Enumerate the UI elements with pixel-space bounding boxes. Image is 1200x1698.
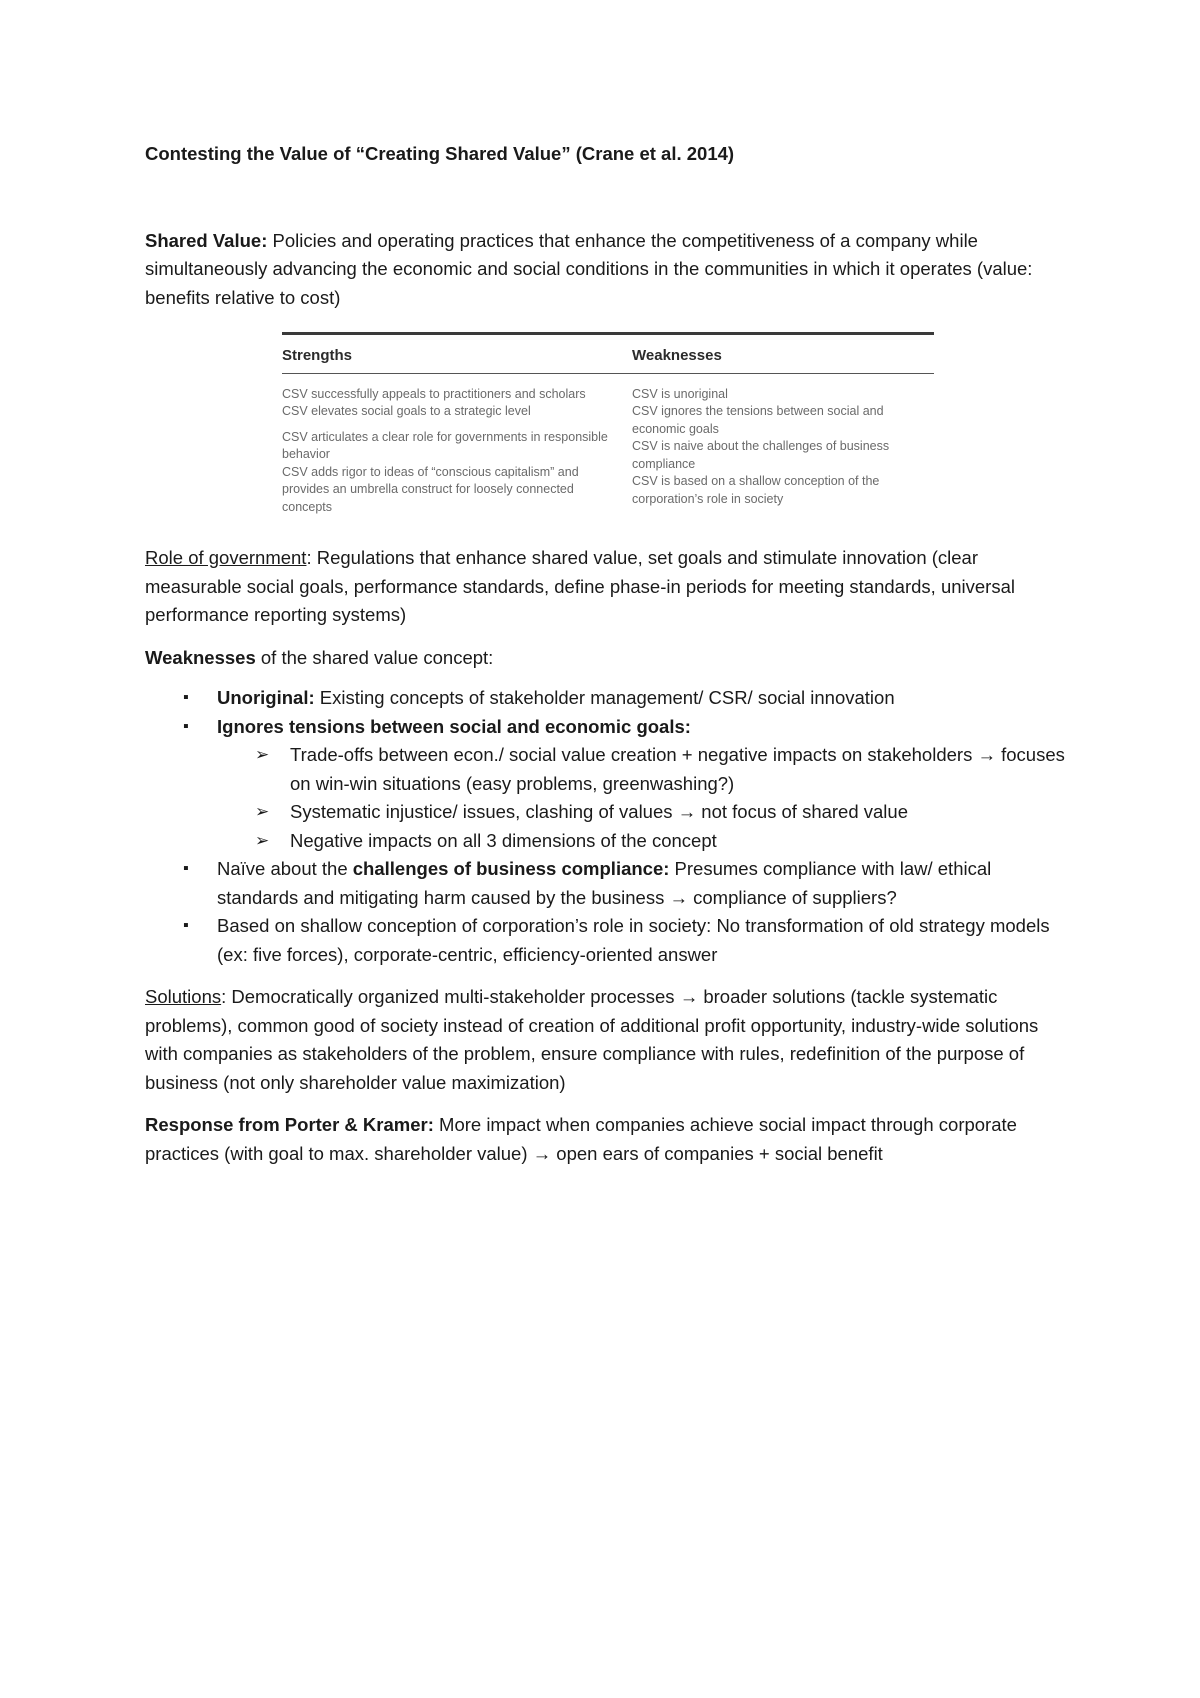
naive-prefix: Naïve about the (217, 858, 353, 879)
compliance-label: challenges of business compliance: (352, 858, 670, 879)
list-item: ▪ Based on shallow conception of corporation’s role in society: No transformation of old strategy models (ex: five forces), corporate-centric, efficiency-oriented answer (145, 912, 1075, 969)
unoriginal-label: Unoriginal: (217, 687, 315, 708)
strength-item: CSV articulates a clear role for governments in responsible behavior (282, 429, 608, 461)
weaknesses-heading-text: of the shared value concept: (255, 646, 494, 668)
sub-list-item: ➢ Systematic injustice/ issues, clashing of values → not focus of shared value (217, 798, 1075, 827)
weaknesses-column (632, 386, 934, 517)
solutions-label: Solutions (145, 986, 222, 1007)
shared-value-paragraph (145, 227, 1075, 313)
response-paragraph (145, 1111, 1075, 1168)
strength-item: CSV successfully appeals to practitioners and scholars (282, 386, 586, 401)
role-of-government-paragraph (145, 544, 1075, 630)
sub-list-item: ➢ Negative impacts on all 3 dimensions of the concept (217, 827, 1075, 856)
weaknesses-heading (145, 644, 1075, 673)
strengths-header: Strengths (282, 347, 353, 364)
weaknesses-label: Weaknesses (145, 646, 256, 668)
table-body (282, 386, 934, 517)
tensions-sublist (217, 741, 1075, 855)
strength-item: CSV elevates social goals to a strategic level (282, 404, 531, 418)
shared-value-text: Policies and operating practices that enhance the competitiveness of a company while simultaneously advancing the economic and social conditions in the communities in which it operates (value: benefits relative to cost) (145, 229, 1033, 308)
weakness-item: CSV is naive about the challenges of business compliance (632, 439, 890, 471)
strengths-weaknesses-table (282, 332, 934, 516)
response-label: Response from Porter & Kramer: (145, 1114, 434, 1135)
solutions-paragraph (145, 983, 1075, 1097)
list-item (145, 713, 1075, 856)
role-of-government-text: : Regulations that enhance shared value, set goals and stimulate innovation (clear measurable social goals, performance standards, define phase-in periods for meeting standards, universal performance reporting systems) (145, 547, 1015, 625)
table-header-rule (282, 373, 934, 374)
role-of-government-label: Role of government (145, 547, 307, 568)
page-title: Contesting the Value of “Creating Shared Value” (Crane et al. 2014) (145, 143, 735, 164)
document-body (145, 140, 1075, 1168)
weaknesses-header: Weaknesses (632, 347, 722, 364)
weaknesses-list (145, 684, 1075, 969)
strengths-column (282, 386, 632, 517)
response-text: More impact when companies achieve social impact through corporate practices (with goal to max. shareholder value) → open ears of companies + social benefit (145, 1114, 1017, 1164)
table-header-row (282, 335, 934, 373)
shared-value-label: Shared Value: (145, 229, 268, 251)
weakness-item: CSV is unoriginal (632, 386, 728, 401)
sub-list-item: ➢ Trade-offs between econ./ social value creation + negative impacts on stakeholders → focuses on win-win situations (easy problems, greenwashing?) (217, 741, 1075, 798)
strength-item: CSV adds rigor to ideas of “conscious capitalism” and provides an umbrella construct for loosely connected concepts (282, 464, 579, 514)
weakness-item: CSV is based on a shallow conception of the corporation’s role in society (632, 474, 880, 506)
ignores-tensions-label: Ignores tensions between social and economic goals: (217, 715, 691, 737)
compliance-text: Presumes compliance with law/ ethical standards and mitigating harm caused by the business → compliance of suppliers? (217, 858, 992, 908)
list-item (145, 684, 1075, 713)
unoriginal-text: Existing concepts of stakeholder management/ CSR/ social innovation (314, 687, 895, 708)
weakness-item: CSV ignores the tensions between social and economic goals (632, 404, 884, 436)
solutions-text: : Democratically organized multi-stakeholder processes → broader solutions (tackle systematic problems), common good of society instead of creation of additional profit opportunity, industry-wide solutions with companies as stakeholders of the problem, ensure compliance with rules, redefinition of the purpose of business (not only shareholder value maximization) (145, 986, 1039, 1093)
list-item (145, 855, 1075, 912)
